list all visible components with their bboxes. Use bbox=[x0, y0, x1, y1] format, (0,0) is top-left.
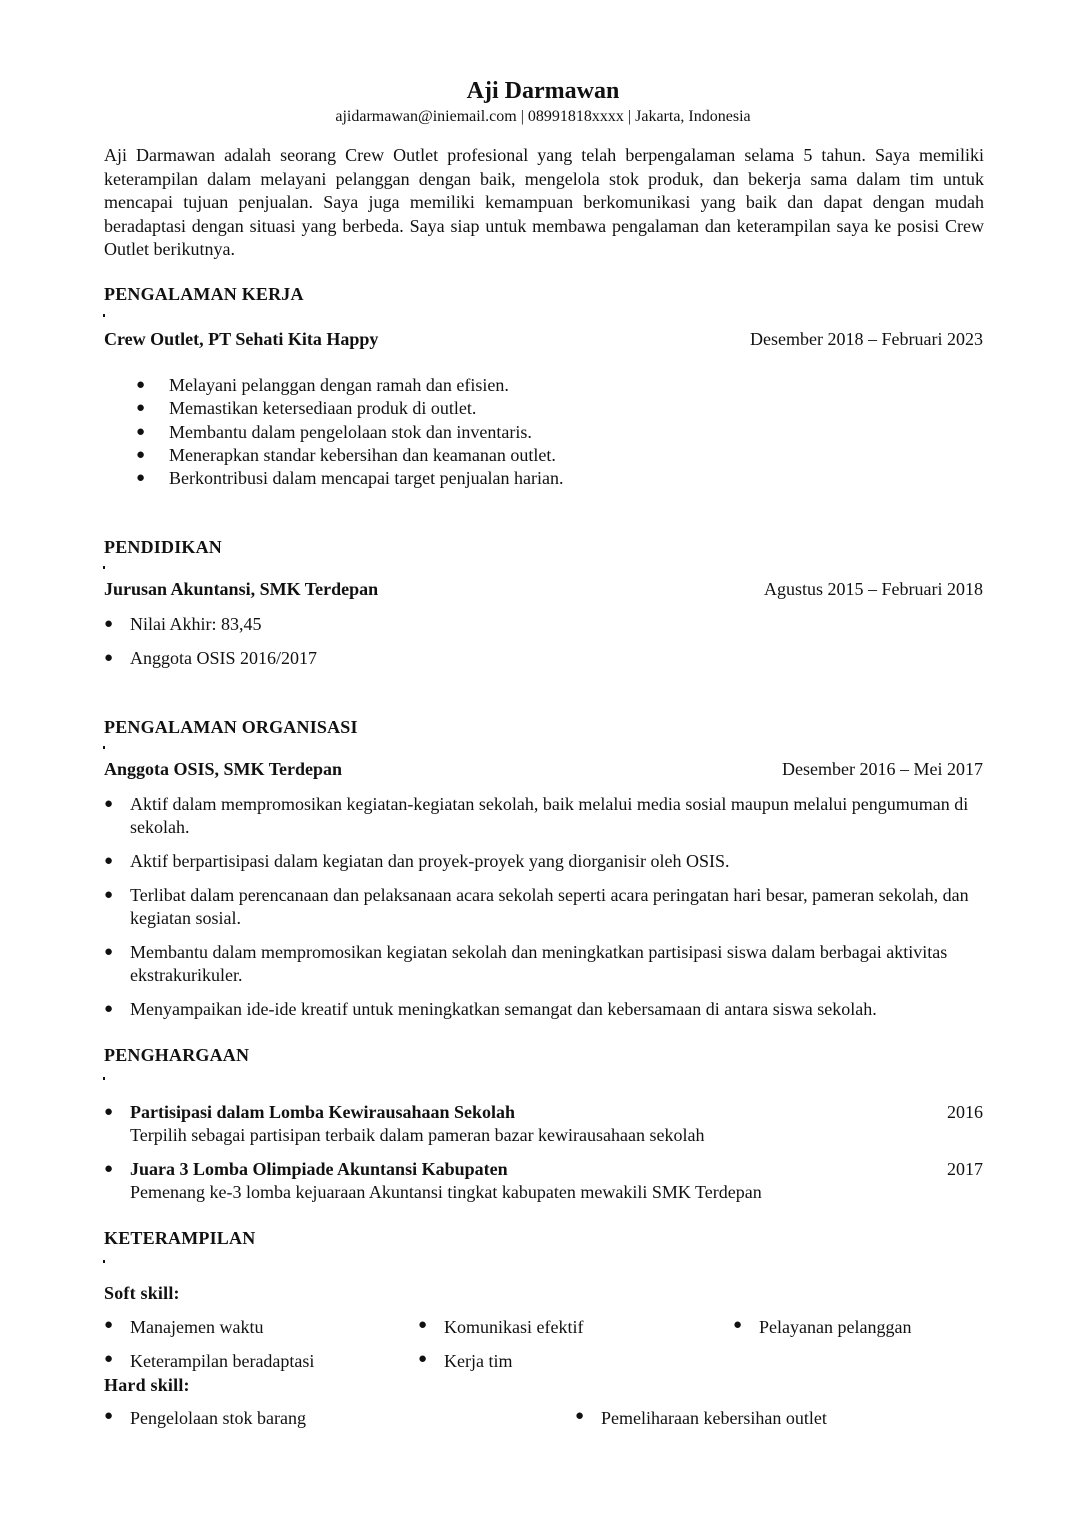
bullet: ● bbox=[104, 1351, 114, 1367]
section-marker bbox=[103, 1260, 105, 1263]
bullet: ● bbox=[104, 650, 114, 666]
list-item bbox=[136, 374, 509, 397]
hard-skill-2: Pemeliharaan kebersihan outlet bbox=[601, 1408, 827, 1428]
soft-skill-item bbox=[418, 1351, 512, 1372]
award-description: Pemenang ke-3 lomba kejuaraan Akuntansi tingkat kabupaten mewakili SMK Terdepan bbox=[130, 1182, 762, 1202]
contact-line: ajidarmawan@iniemail.com | 08991818xxxx | Jakarta, Indonesia bbox=[335, 108, 751, 125]
soft-skill-item bbox=[733, 1317, 911, 1338]
section-heading-education: PENDIDIKAN bbox=[104, 537, 223, 557]
list-item bbox=[136, 444, 556, 467]
award-body bbox=[130, 1101, 983, 1147]
award-title: Partisipasi dalam Lomba Kewirausahaan Sekolah bbox=[130, 1102, 516, 1122]
award-year: 2017 bbox=[947, 1159, 983, 1179]
soft-skill-item bbox=[418, 1317, 583, 1338]
organization-item-4: Membantu dalam mempromosikan kegiatan sekolah dan meningkatkan partisipasi siswa dalam berbagai aktivitas ekstrakurikuler. bbox=[130, 942, 948, 985]
work-item-3: Membantu dalam pengelolaan stok dan inventaris. bbox=[169, 422, 532, 442]
list-item bbox=[104, 884, 983, 930]
list-item bbox=[136, 397, 476, 420]
bullet: ● bbox=[104, 853, 114, 869]
list-item bbox=[104, 613, 983, 636]
work-title: Crew Outlet, PT Sehati Kita Happy bbox=[104, 329, 379, 349]
education-item-1: Nilai Akhir: 83,45 bbox=[130, 614, 262, 634]
bullet: ● bbox=[136, 470, 146, 486]
section-heading-work: PENGALAMAN KERJA bbox=[104, 284, 304, 304]
section-marker bbox=[103, 566, 105, 569]
bullet: ● bbox=[104, 1104, 114, 1120]
soft-skill-label: Soft skill: bbox=[104, 1283, 180, 1303]
award-item bbox=[104, 1158, 983, 1204]
candidate-name: Aji Darmawan bbox=[466, 78, 620, 104]
work-item-2: Memastikan ketersediaan produk di outlet. bbox=[169, 398, 477, 418]
bullet: ● bbox=[104, 944, 114, 960]
hard-skill-1: Pengelolaan stok barang bbox=[130, 1408, 306, 1428]
soft-skill-5: Kerja tim bbox=[444, 1351, 513, 1371]
bullet: ● bbox=[418, 1351, 428, 1367]
section-marker bbox=[103, 314, 105, 317]
organization-entry-header bbox=[104, 759, 983, 780]
award-year: 2016 bbox=[947, 1102, 983, 1122]
section-marker bbox=[103, 1077, 105, 1080]
bullet: ● bbox=[104, 1001, 114, 1017]
list-item bbox=[136, 421, 532, 444]
organization-item-5: Menyampaikan ide-ide kreatif untuk meningkatkan semangat dan kebersamaan di antara siswa sekolah. bbox=[130, 999, 877, 1019]
list-item bbox=[104, 998, 983, 1021]
list-item bbox=[136, 467, 564, 490]
work-dates: Desember 2018 – Februari 2023 bbox=[750, 329, 983, 349]
education-dates: Agustus 2015 – Februari 2018 bbox=[764, 579, 983, 599]
profile-summary: Aji Darmawan adalah seorang Crew Outlet profesional yang telah berpengalaman selama 5 tahun. Saya memiliki keterampilan dalam melayani pelanggan dengan baik, mengelola stok produk, dan bekerja sama dalam tim untuk mencapai tujuan penjualan. Saya juga memiliki kemampuan berkomunikasi yang baik dan dapat dengan mudah beradaptasi dengan situasi yang berbeda. Saya siap untuk membawa pengalaman dan keterampilan saya ke posisi Crew Outlet berikutnya. bbox=[104, 145, 984, 260]
education-item-2: Anggota OSIS 2016/2017 bbox=[130, 648, 318, 668]
education-title: Jurusan Akuntansi, SMK Terdepan bbox=[104, 579, 379, 599]
list-item bbox=[104, 793, 983, 839]
work-item-5: Berkontribusi dalam mencapai target penjualan harian. bbox=[169, 468, 564, 488]
hard-skill-item bbox=[575, 1408, 827, 1429]
award-title-row bbox=[130, 1158, 983, 1181]
organization-dates: Desember 2016 – Mei 2017 bbox=[782, 759, 983, 779]
bullet: ● bbox=[104, 796, 114, 812]
bullet: ● bbox=[104, 1317, 114, 1333]
section-heading-skills: KETERAMPILAN bbox=[104, 1228, 256, 1248]
bullet: ● bbox=[136, 447, 146, 463]
organization-item-2: Aktif berpartisipasi dalam kegiatan dan proyek-proyek yang diorganisir oleh OSIS. bbox=[130, 851, 730, 871]
education-entry-header bbox=[104, 579, 983, 600]
hard-skill-item bbox=[104, 1408, 306, 1429]
hard-skill-label: Hard skill: bbox=[104, 1375, 190, 1395]
section-heading-organization: PENGALAMAN ORGANISASI bbox=[104, 717, 358, 737]
bullet: ● bbox=[733, 1317, 743, 1333]
work-item-1: Melayani pelanggan dengan ramah dan efisien. bbox=[169, 375, 509, 395]
organization-item-1: Aktif dalam mempromosikan kegiatan-kegiatan sekolah, baik melalui media sosial maupun melalui pengumuman di sekolah. bbox=[130, 794, 969, 837]
award-body bbox=[130, 1158, 983, 1204]
award-title: Juara 3 Lomba Olimpiade Akuntansi Kabupaten bbox=[130, 1159, 508, 1179]
soft-skill-item bbox=[104, 1317, 263, 1338]
list-item bbox=[104, 941, 983, 987]
list-item bbox=[104, 850, 983, 873]
bullet: ● bbox=[136, 400, 146, 416]
soft-skill-item bbox=[104, 1351, 314, 1372]
bullet: ● bbox=[136, 424, 146, 440]
list-item bbox=[104, 647, 983, 670]
section-marker bbox=[103, 746, 105, 749]
bullet: ● bbox=[104, 616, 114, 632]
award-item bbox=[104, 1101, 983, 1147]
section-heading-awards: PENGHARGAAN bbox=[104, 1045, 250, 1065]
soft-skill-3: Pelayanan pelanggan bbox=[759, 1317, 912, 1337]
soft-skill-1: Manajemen waktu bbox=[130, 1317, 264, 1337]
bullet: ● bbox=[104, 887, 114, 903]
bullet: ● bbox=[104, 1161, 114, 1177]
bullet: ● bbox=[104, 1408, 114, 1424]
organization-item-3: Terlibat dalam perencanaan dan pelaksanaan acara sekolah seperti acara peringatan hari besar, pameran sekolah, dan kegiatan sosial. bbox=[130, 885, 969, 928]
work-entry-header bbox=[104, 329, 983, 350]
bullet: ● bbox=[136, 377, 146, 393]
work-item-4: Menerapkan standar kebersihan dan keamanan outlet. bbox=[169, 445, 556, 465]
award-description: Terpilih sebagai partisipan terbaik dalam pameran bazar kewirausahaan sekolah bbox=[130, 1125, 705, 1145]
bullet: ● bbox=[575, 1408, 585, 1424]
award-title-row bbox=[130, 1101, 983, 1124]
soft-skill-2: Komunikasi efektif bbox=[444, 1317, 584, 1337]
organization-title: Anggota OSIS, SMK Terdepan bbox=[104, 759, 343, 779]
bullet: ● bbox=[418, 1317, 428, 1333]
soft-skill-4: Keterampilan beradaptasi bbox=[130, 1351, 315, 1371]
